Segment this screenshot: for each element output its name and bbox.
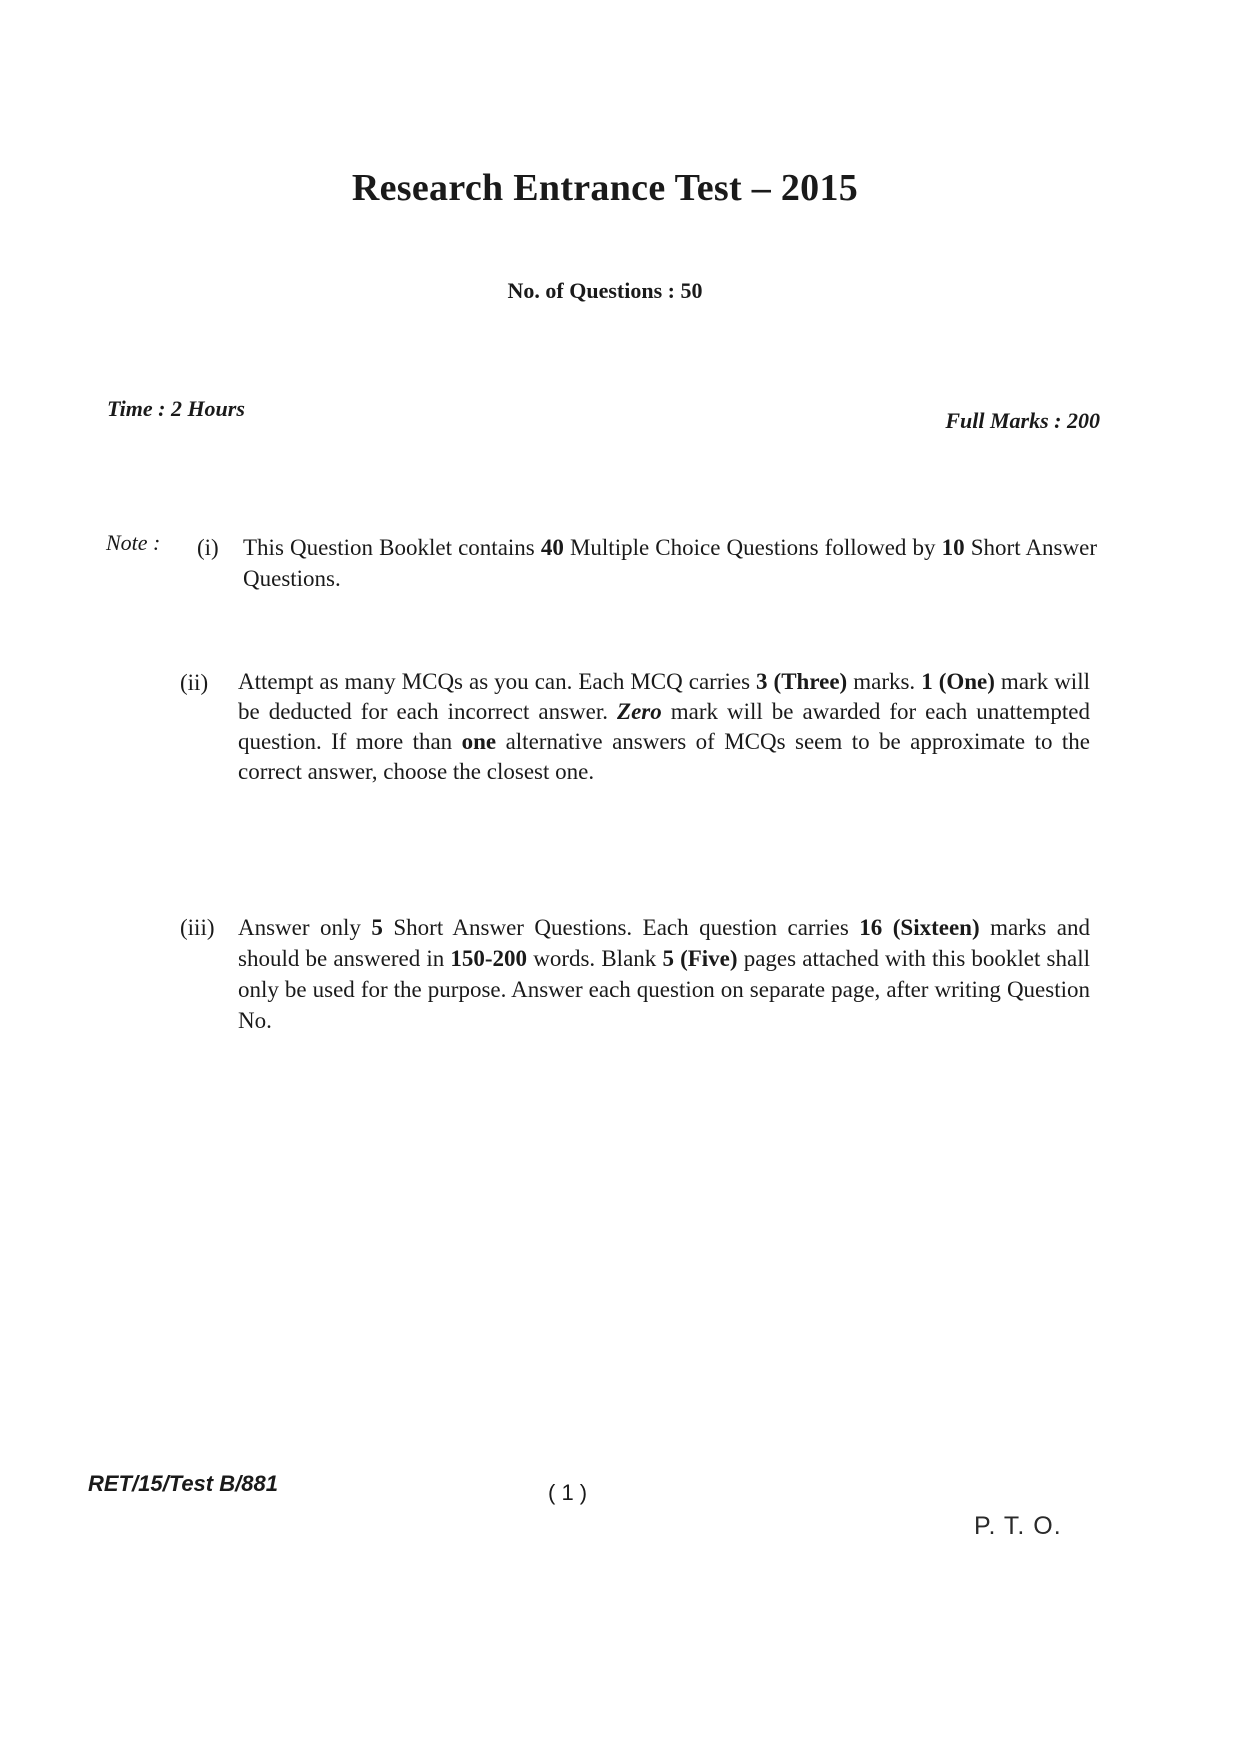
note-item-text [238, 912, 1090, 1036]
emphasis-text: 10 [941, 535, 965, 560]
note-item-text [238, 667, 1090, 787]
body-text: alternative answers of MCQs seem to be approximate to the correct answer, choose the closest one. [238, 729, 1091, 784]
emphasis-text: 16 (Sixteen) [859, 915, 980, 940]
emphasis-text: 150-200 [450, 946, 528, 971]
number-of-questions: No. of Questions : 50 [507, 278, 703, 303]
note-item-number: (iii) [180, 915, 215, 940]
body-text: Short Answer Questions. Each question carries [382, 915, 860, 940]
note-item-text [243, 532, 1097, 594]
emphasis-text: 1 (One) [921, 669, 995, 694]
body-text: mark will be deducted for each incorrect answer. [238, 669, 1090, 724]
emphasis-text: 5 (Five) [662, 946, 738, 971]
note-item-number: (ii) [180, 670, 209, 695]
page-number: ( 1 ) [548, 1480, 588, 1505]
emphasis-text: Zero [617, 699, 662, 724]
full-marks: Full Marks : 200 [945, 408, 1100, 433]
page-title: Research Entrance Test – 2015 [351, 167, 859, 209]
note-item-2 [180, 667, 1091, 787]
emphasis-text: one [461, 729, 497, 754]
note-item-number: (i) [197, 535, 219, 560]
note-item-1 [197, 532, 1097, 594]
body-text: Answer only [238, 915, 372, 940]
body-text: words. Blank [527, 946, 663, 971]
body-text: Multiple Choice Questions followed by [563, 535, 942, 560]
emphasis-text: 5 [371, 915, 383, 940]
body-text: pages attached with this booklet shall only be used for the purpose. Answer each question on separate page, after writing Question No. [238, 946, 1090, 1033]
please-turn-over: P. T. O. [974, 1512, 1062, 1540]
time-allowed: Time : 2 Hours [107, 396, 245, 421]
note-label: Note : [106, 530, 161, 555]
body-text: Short Answer Questions. [243, 535, 1097, 591]
emphasis-text: 3 (Three) [756, 669, 848, 694]
body-text: This Question Booklet contains [243, 535, 541, 560]
note-item-3 [180, 912, 1090, 1036]
emphasis-text: 40 [540, 535, 564, 560]
body-text: marks and should be answered in [238, 915, 1090, 971]
booklet-code: RET/15/Test B/881 [88, 1471, 278, 1496]
body-text: marks. [847, 669, 922, 694]
body-text: mark will be awarded for each unattempted question. If more than [238, 699, 1090, 754]
body-text: Attempt as many MCQs as you can. Each MCQ carries [238, 669, 757, 694]
